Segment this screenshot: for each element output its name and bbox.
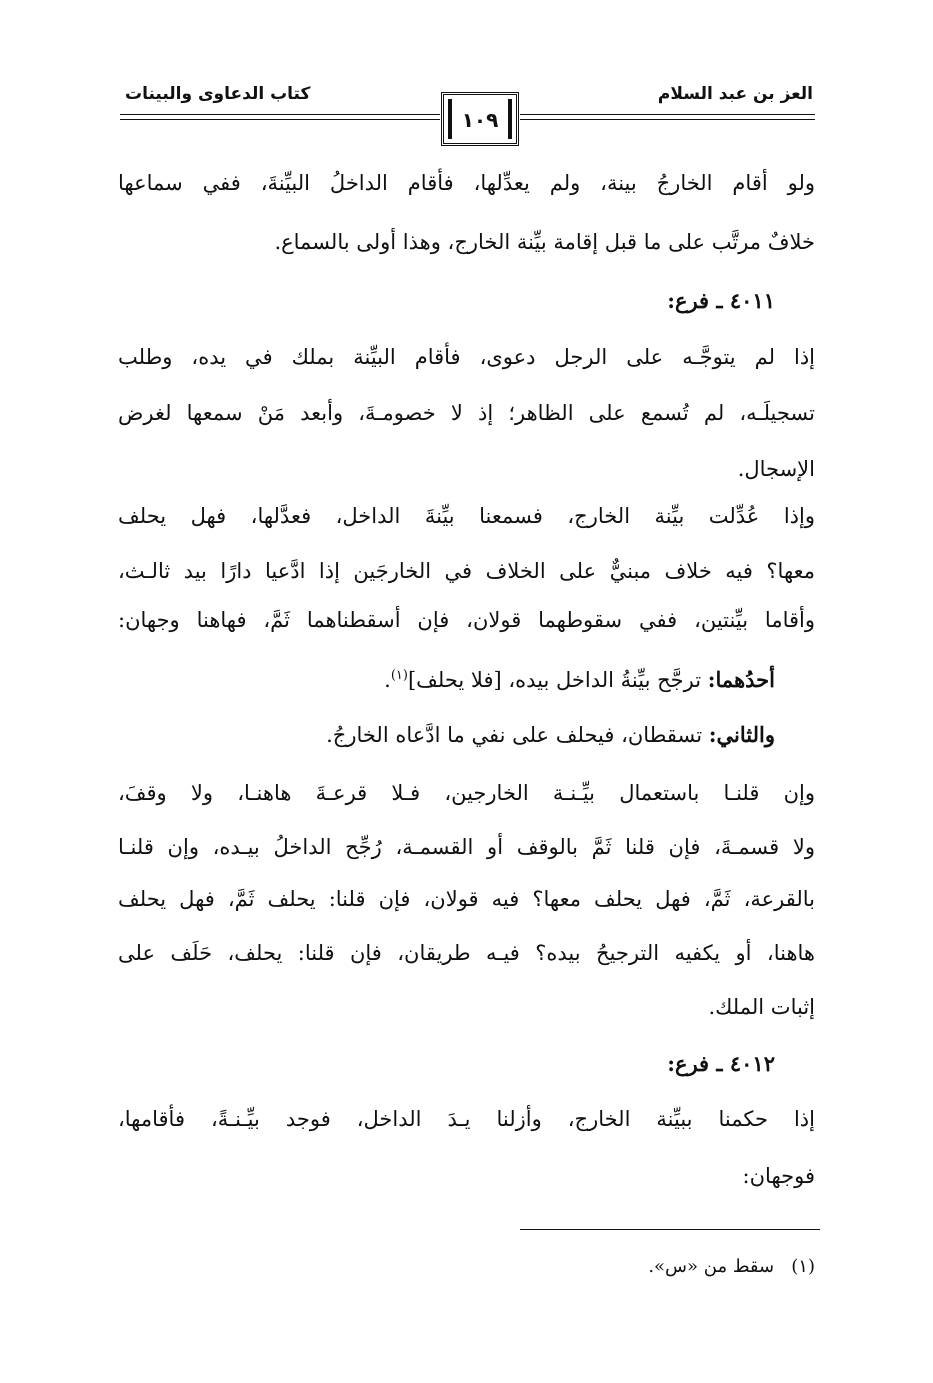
header-rule — [120, 114, 440, 115]
first-view-line: أحدُهما: ترجَّح بيِّنةُ الداخل بيده، [فلا يحلف]$^{(١)}$. — [384, 667, 775, 692]
first-view-text: ترجَّح بيِّنةُ الداخل بيده، [فلا يحلف] — [407, 668, 702, 692]
header-book-title: كتاب الدعاوى والبينات — [125, 84, 311, 104]
second-view-label: والثاني: — [708, 722, 775, 747]
header-rule — [120, 119, 440, 120]
footnote-text: سقط من «س». — [648, 1256, 775, 1277]
text-line: الإسجال. — [737, 457, 815, 481]
text-line: خلافٌ مرتَّب على ما قبل إقامة بيِّنة الخارج، وهذا أولى بالسماع. — [274, 230, 815, 254]
footnote-marker: (١) — [390, 668, 408, 683]
header-author: العز بن عبد السلام — [657, 84, 813, 104]
section-heading: ٤٠١٢ ـ فرع: — [667, 1051, 775, 1076]
text-line: إذا حكمنا ببيِّنة الخارج، وأزلنا يـدَ الداخل، فوجد بيِّـنـةً، فأقامها، — [118, 1107, 815, 1131]
text-line: إثبات الملك. — [708, 995, 815, 1019]
text-line: تسجيلَـه، لم تُسمع على الظاهر؛ إذ لا خصومـةَ، وأبعد مَنْ سمعها لغرض — [118, 401, 815, 425]
page-number: ١٠٩ — [461, 108, 499, 132]
second-view-line — [326, 720, 775, 750]
header-rule — [520, 114, 815, 115]
text-line: وإن قلنـا باستعمال بيِّـنـة الخارجين، فـلا قرعـةَ هاهنـا، ولا وقفَ، — [118, 781, 815, 805]
first-view-label: أحدُهما: — [707, 667, 775, 692]
second-view-text: تسقطان، فيحلف على نفي ما ادَّعاه الخارجُ. — [326, 723, 703, 747]
footnote-separator — [520, 1229, 820, 1230]
text-line: معها؟ فيه خلاف مبنيٌّ على الخلاف في الخارجَين إذا ادَّعيا دارًا بيد ثالـث، — [118, 559, 815, 583]
text-line: بالقرعة، ثَمَّ، فهل يحلف معها؟ فيه قولان، فإن قلنا: يحلف ثَمَّ، فهل يحلف — [118, 887, 815, 911]
text-line: ولو أقام الخارجُ بينة، ولم يعدِّلها، فأقام الداخلُ البيِّنةَ، ففي سماعها — [118, 171, 815, 195]
section-heading: ٤٠١١ ـ فرع: — [667, 288, 775, 313]
text-line: وإذا عُدِّلت بيِّنة الخارج، فسمعنا بيِّنةَ الداخل، فعدَّلها، فهل يحلف — [118, 504, 815, 528]
text-line: هاهنا، أو يكفيه الترجيحُ بيده؟ فيـه طريقان، فإن قلنا: يحلف، حَلَف على — [118, 941, 815, 965]
footnote-number: (١) — [791, 1256, 815, 1277]
header-rule — [520, 119, 815, 120]
text-line: وأقاما بيِّنتين، ففي سقوطهما قولان، فإن أسقطناهما ثَمَّ، فهاهنا وجهان: — [118, 608, 815, 632]
text-line: فوجهان: — [742, 1164, 815, 1188]
text-line: إذا لم يتوجَّـه على الرجل دعوى، فأقام البيِّنة بملك في يده، وطلب — [118, 345, 815, 369]
text-line: ولا قسمـةَ، فإن قلنا ثَمَّ بالوقف أو القسمـة، رُجِّح الداخلُ بيـده، وإن قلنـا — [118, 835, 815, 859]
footnote — [648, 1256, 815, 1277]
